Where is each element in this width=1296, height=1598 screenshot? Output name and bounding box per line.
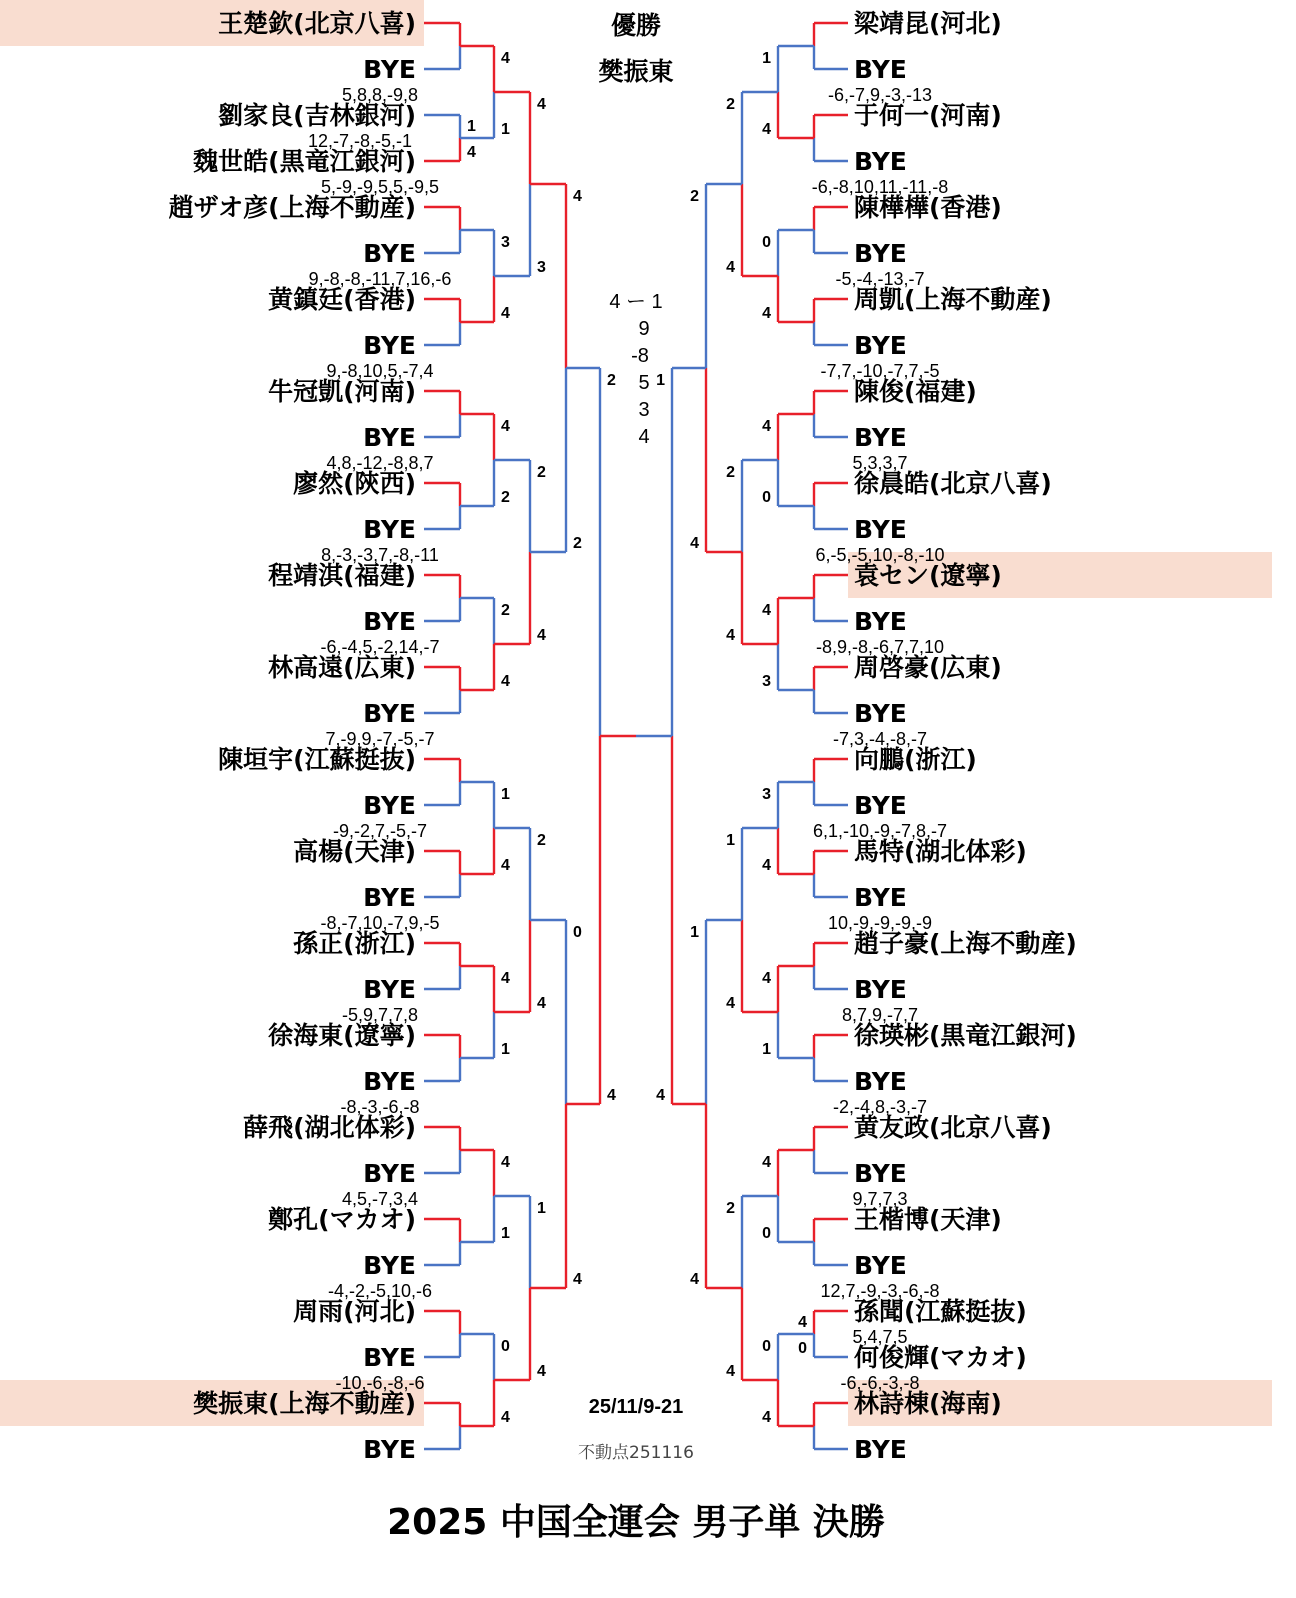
left-player-0-top: 王楚欽(北京八喜) — [218, 9, 416, 38]
left-r3-score-2-bottom: 4 — [537, 995, 546, 1012]
champion-label: 優勝 — [610, 11, 662, 40]
left-player-3-bottom: BYE — [363, 331, 416, 360]
left-r2-score-5-bottom: 1 — [501, 1041, 510, 1058]
final-game-score-4: 3 — [638, 399, 650, 421]
final-game-score-2: -8 — [631, 345, 649, 367]
final-game-score-3: 5 — [638, 372, 650, 394]
left-r5-score-0-top: 2 — [607, 372, 616, 389]
left-player-15-top: 樊振東(上海不動産) — [193, 1389, 416, 1418]
left-game-scores-1-top: 5,8,8,-9,8 — [341, 85, 419, 105]
right-player-15-top: 林詩棟(海南) — [854, 1389, 1002, 1418]
left-player-10-top: 孫正(浙江) — [293, 929, 416, 958]
left-player-6-bottom: BYE — [363, 607, 416, 636]
left-player-10-bottom: BYE — [363, 975, 416, 1004]
left-player-1-top: 劉家良(吉林銀河) — [218, 101, 416, 130]
right-player-8-top: 向鵬(浙江) — [854, 745, 977, 774]
left-player-12-top: 薛飛(湖北体彩) — [243, 1113, 416, 1142]
left-r3-score-0-top: 4 — [537, 96, 546, 113]
right-player-7-top: 周啓豪(広東) — [854, 653, 1002, 682]
left-r5-score-0-bottom: 4 — [607, 1087, 616, 1104]
right-player-6-bottom: BYE — [854, 607, 907, 636]
left-r2-score-1-top: 3 — [501, 234, 510, 251]
left-game-scores-11-top: -5,9,7,7,8 — [341, 1005, 419, 1025]
left-player-14-bottom: BYE — [363, 1343, 416, 1372]
left-player-8-bottom: BYE — [363, 791, 416, 820]
left-game-scores-2-top: 5,-9,-9,5,5,-9,5 — [320, 177, 440, 197]
right-game-scores-14-top: 12,7,-9,-3,-6,-8 — [820, 1281, 940, 1301]
right-game-scores-3-top: -5,-4,-13,-7 — [835, 269, 925, 289]
left-game-scores-1-bottom: 12,-7,-8,-5,-1 — [307, 131, 413, 151]
right-player-11-top: 徐瑛彬(黒竜江銀河) — [854, 1021, 1077, 1050]
right-player-14-bottom: 何俊輝(マカオ) — [854, 1343, 1027, 1372]
right-player-13-top: 王楷博(天津) — [854, 1205, 1002, 1234]
left-r2-score-7-bottom: 4 — [501, 1409, 510, 1426]
final-game-score-5: 4 — [638, 426, 650, 448]
left-r2-score-5-top: 4 — [501, 970, 510, 987]
right-player-0-top: 梁靖昆(河北) — [854, 9, 1002, 38]
event-date: 25/11/9-21 — [588, 1396, 684, 1418]
left-player-13-bottom: BYE — [363, 1251, 416, 1280]
right-player-7-bottom: BYE — [854, 699, 907, 728]
right-r2-score-4-bottom: 4 — [762, 857, 771, 874]
left-r3-score-2-top: 2 — [537, 832, 546, 849]
right-r2-score-4-top: 3 — [762, 786, 771, 803]
left-r2-score-3-bottom: 4 — [501, 673, 510, 690]
right-player-10-bottom: BYE — [854, 975, 907, 1004]
right-r2-score-1-bottom: 4 — [762, 305, 771, 322]
right-r3-score-1-bottom: 4 — [726, 627, 735, 644]
right-player-2-top: 陳樺樺(香港) — [854, 193, 1002, 222]
left-r4-score-1-top: 0 — [573, 924, 582, 941]
bracket-lines — [424, 23, 848, 1449]
right-r4-score-0-top: 2 — [690, 188, 699, 205]
final-set-score: 4 ー 1 — [609, 291, 663, 313]
left-r2-score-2-top: 4 — [501, 418, 510, 435]
left-r2-score-0-top: 4 — [501, 50, 510, 67]
right-r3-score-0-bottom: 4 — [726, 259, 735, 276]
left-r3-score-0-bottom: 3 — [537, 259, 546, 276]
left-player-13-top: 鄭孔(マカオ) — [268, 1205, 416, 1234]
right-player-2-bottom: BYE — [854, 239, 907, 268]
right-game-scores-6-top: 6,-5,-5,10,-8,-10 — [815, 545, 945, 565]
left-player-2-top: 趙ザオ彦(上海不動産) — [168, 193, 416, 222]
left-r2-score-1-bottom: 4 — [501, 305, 510, 322]
left-player-15-bottom: BYE — [363, 1435, 416, 1464]
right-player-10-top: 趙子豪(上海不動産) — [854, 929, 1077, 958]
left-player-14-top: 周雨(河北) — [293, 1297, 416, 1326]
left-r1-score-1-bottom: 4 — [467, 144, 476, 161]
left-player-9-top: 高楊(天津) — [293, 837, 416, 866]
right-r2-score-2-bottom: 0 — [762, 489, 771, 506]
left-r2-score-4-top: 1 — [501, 786, 510, 803]
left-player-1-bottom: 魏世皓(黒竜江銀河) — [193, 147, 416, 176]
reference-label: 不動点251116 — [578, 1443, 694, 1463]
right-r2-score-2-top: 4 — [762, 418, 771, 435]
left-player-8-top: 陳垣宇(江蘇挺抜) — [218, 745, 416, 774]
right-player-9-bottom: BYE — [854, 883, 907, 912]
left-game-scores-5-top: 4,8,-12,-8,8,7 — [326, 453, 434, 473]
right-game-scores-11-top: 8,7,9,-7,7 — [841, 1005, 919, 1025]
right-player-1-top: 于何一(河南) — [854, 101, 1002, 130]
right-r3-score-2-top: 1 — [726, 832, 735, 849]
right-player-3-bottom: BYE — [854, 331, 907, 360]
right-player-9-top: 馬特(湖北体彩) — [854, 837, 1027, 866]
right-player-15-bottom: BYE — [854, 1435, 907, 1464]
left-game-scores-13-top: 4,5,-7,3,4 — [341, 1189, 419, 1209]
right-player-5-bottom: BYE — [854, 515, 907, 544]
right-r2-score-1-top: 0 — [762, 234, 771, 251]
right-r2-score-5-top: 4 — [762, 970, 771, 987]
left-player-5-bottom: BYE — [363, 515, 416, 544]
right-player-13-bottom: BYE — [854, 1251, 907, 1280]
right-game-scores-5-top: 5,3,3,7 — [852, 453, 908, 473]
left-player-5-top: 廖然(陝西) — [293, 469, 416, 498]
left-game-scores-10-top: -8,-7,10,-7,9,-5 — [320, 913, 440, 933]
right-player-0-bottom: BYE — [854, 55, 907, 84]
right-player-14-top: 孫聞(江蘇挺抜) — [854, 1297, 1027, 1326]
right-player-5-top: 徐晨皓(北京八喜) — [854, 469, 1052, 498]
right-r2-score-0-top: 1 — [762, 50, 771, 67]
left-player-11-top: 徐海東(遼寧) — [268, 1021, 416, 1050]
right-game-scores-4-top: -7,7,-10,-7,7,-5 — [820, 361, 940, 381]
left-r2-score-4-bottom: 4 — [501, 857, 510, 874]
right-r4-score-1-bottom: 4 — [690, 1271, 699, 1288]
left-r2-score-7-top: 0 — [501, 1338, 510, 1355]
left-r2-score-0-bottom: 1 — [501, 121, 510, 138]
right-r2-score-0-bottom: 4 — [762, 121, 771, 138]
right-player-6-top: 袁セン(遼寧) — [854, 561, 1002, 590]
champion-name: 樊振東 — [598, 57, 674, 86]
right-player-12-bottom: BYE — [854, 1159, 907, 1188]
left-game-scores-4-top: 9,-8,10,5,-7,4 — [326, 361, 434, 381]
right-r1-score-14-top: 4 — [798, 1314, 807, 1331]
right-player-1-bottom: BYE — [854, 147, 907, 176]
left-player-4-bottom: BYE — [363, 423, 416, 452]
left-r2-score-6-top: 4 — [501, 1154, 510, 1171]
right-player-12-top: 黄友政(北京八喜) — [854, 1113, 1052, 1142]
right-r2-score-3-bottom: 3 — [762, 673, 771, 690]
left-game-scores-14-top: -4,-2,-5,10,-6 — [327, 1281, 433, 1301]
left-game-scores-9-top: -9,-2,7,-5,-7 — [332, 821, 428, 841]
left-game-scores-7-top: -6,-4,5,-2,14,-7 — [320, 637, 440, 657]
left-player-0-bottom: BYE — [363, 55, 416, 84]
left-player-6-top: 程靖淇(福建) — [268, 561, 416, 590]
left-player-3-top: 黄鎮廷(香港) — [268, 285, 416, 314]
left-game-scores-15-top: -10,-6,-8,-6 — [335, 1373, 425, 1393]
left-game-scores-6-top: 8,-3,-3,7,-8,-11 — [321, 545, 439, 565]
left-r1-score-1-top: 1 — [467, 118, 476, 135]
right-player-3-top: 周凱(上海不動産) — [854, 285, 1052, 314]
left-r3-score-3-top: 1 — [537, 1200, 546, 1217]
left-r3-score-1-top: 2 — [537, 464, 546, 481]
final-game-score-1: 9 — [638, 318, 650, 340]
left-game-scores-12-top: -8,-3,-6,-8 — [340, 1097, 420, 1117]
right-r3-score-3-bottom: 4 — [726, 1363, 735, 1380]
left-r2-score-2-bottom: 2 — [501, 489, 510, 506]
right-r2-score-6-top: 4 — [762, 1154, 771, 1171]
right-game-scores-2-top: -6,-8,10,11,-11,-8 — [811, 177, 949, 197]
right-game-scores-1-top: -6,-7,9,-3,-13 — [827, 85, 933, 105]
left-r3-score-3-bottom: 4 — [537, 1363, 546, 1380]
left-player-9-bottom: BYE — [363, 883, 416, 912]
right-r2-score-6-bottom: 0 — [762, 1225, 771, 1242]
left-r3-score-1-bottom: 4 — [537, 627, 546, 644]
right-r2-score-3-top: 4 — [762, 602, 771, 619]
right-r4-score-1-top: 1 — [690, 924, 699, 941]
right-game-scores-7-top: -8,9,-8,-6,7,7,10 — [815, 637, 945, 657]
right-game-scores-15-top: -6,-6,-3,-8 — [840, 1373, 920, 1393]
right-game-scores-13-top: 9,7,7,3 — [852, 1189, 908, 1209]
right-game-scores-8-top: -7,3,-4,-8,-7 — [832, 729, 928, 749]
right-player-11-bottom: BYE — [854, 1067, 907, 1096]
right-r5-score-0-top: 1 — [656, 372, 665, 389]
right-game-scores-12-top: -2,-4,8,-3,-7 — [832, 1097, 928, 1117]
right-r3-score-0-top: 2 — [726, 96, 735, 113]
left-r2-score-6-bottom: 1 — [501, 1225, 510, 1242]
left-player-11-bottom: BYE — [363, 1067, 416, 1096]
left-player-12-bottom: BYE — [363, 1159, 416, 1188]
right-r3-score-2-bottom: 4 — [726, 995, 735, 1012]
left-game-scores-8-top: 7,-9,9,-7,-5,-7 — [325, 729, 435, 749]
right-player-4-top: 陳俊(福建) — [854, 377, 977, 406]
right-game-scores-14-bottom: 5,4,7,5 — [852, 1327, 908, 1347]
left-r4-score-0-bottom: 2 — [573, 535, 582, 552]
right-game-scores-9-top: 6,1,-10,-9,-7,8,-7 — [812, 821, 948, 841]
right-r2-score-7-top: 0 — [762, 1338, 771, 1355]
left-game-scores-3-top: 9,-8,-8,-11,7,16,-6 — [308, 269, 452, 289]
page-title: 2025 中国全運会 男子単 決勝 — [387, 1502, 885, 1543]
right-player-8-bottom: BYE — [854, 791, 907, 820]
left-r2-score-3-top: 2 — [501, 602, 510, 619]
right-r4-score-0-bottom: 4 — [690, 535, 699, 552]
right-r3-score-3-top: 2 — [726, 1200, 735, 1217]
left-player-4-top: 牛冠凱(河南) — [268, 377, 416, 406]
right-r2-score-7-bottom: 4 — [762, 1409, 771, 1426]
left-player-7-bottom: BYE — [363, 699, 416, 728]
right-r3-score-1-top: 2 — [726, 464, 735, 481]
right-game-scores-10-top: 10,-9,-9,-9,-9 — [827, 913, 933, 933]
right-r1-score-14-bottom: 0 — [798, 1340, 807, 1357]
left-r4-score-1-bottom: 4 — [573, 1271, 582, 1288]
left-r4-score-0-top: 4 — [573, 188, 582, 205]
right-r5-score-0-bottom: 4 — [656, 1087, 665, 1104]
left-player-2-bottom: BYE — [363, 239, 416, 268]
left-player-7-top: 林高遠(広東) — [268, 653, 416, 682]
right-r2-score-5-bottom: 1 — [762, 1041, 771, 1058]
right-player-4-bottom: BYE — [854, 423, 907, 452]
